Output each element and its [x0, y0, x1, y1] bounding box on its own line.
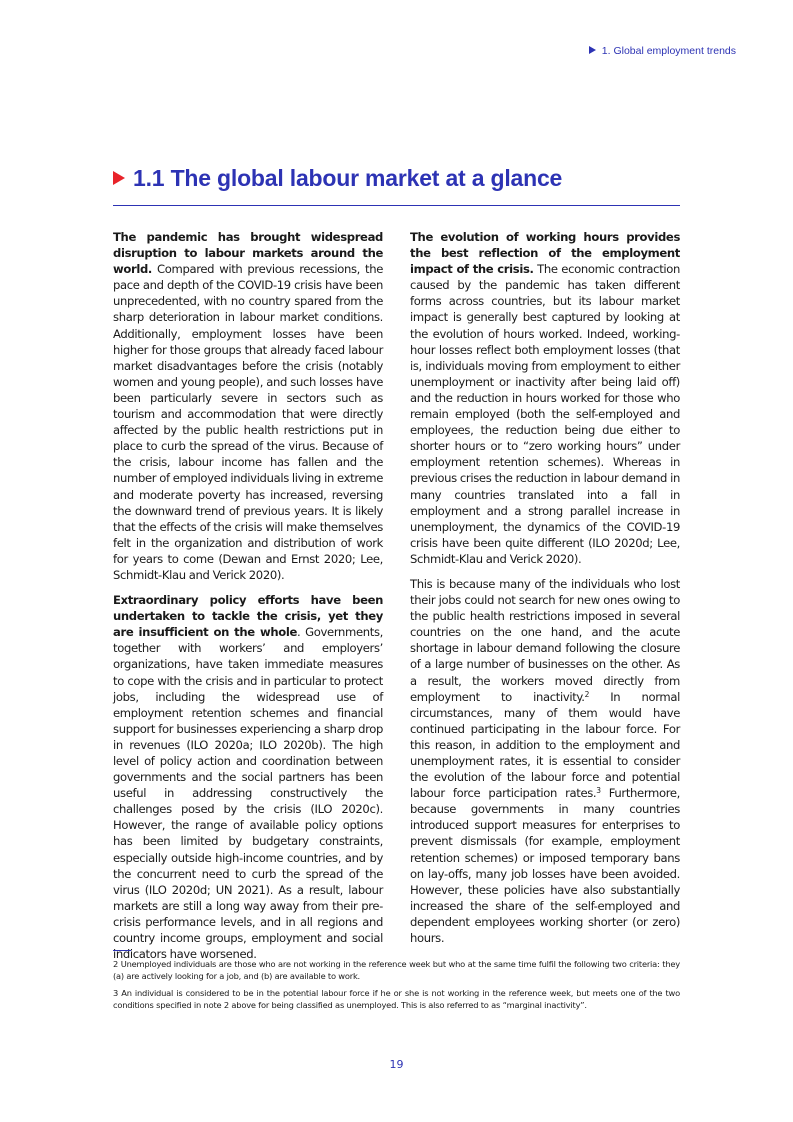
running-head-text: 1. Global employment trends — [601, 45, 736, 57]
footnote: 2 Unemployed individuals are those who are not working in the reference week but who at the same time fulfil the following two criteria: they (a) are actively looking for a job, and (b) are available to work. — [113, 959, 680, 981]
paragraph-body: In normal circumstances, many of them would have continued participating in the labour force. For this reason, in addition to the employment and unemployment rates, it is essential to consider the evolution of the labour force and potential labour force participation rates. — [410, 689, 680, 801]
paragraph — [113, 592, 383, 962]
page-number: 19 — [389, 1058, 404, 1071]
paragraph-body: . Governments, together with workers’ and employers’ organizations, have taken immediate measures to cope with the crisis and in particular to protect jobs, including the widespread use of employment retention schemes and financial support for businesses experiencing a sharp drop in revenues (ILO 2020a; ILO 2020b). The high level of policy action and coordination between governments and the social partners has been useful in addressing constructively the challenges posed by the crisis (ILO 2020c). However, the range of available policy options has been limited by budgetary constraints, especially outside high-income countries, and by the concurrent need to curb the spread of the virus (ILO 2020d; UN 2021). As a result, labour markets are still a long way away from their pre-crisis performance levels, and in all regions and country income groups, employment and social indicators have worsened. — [113, 625, 383, 962]
footnote: 3 An individual is considered to be in the potential labour force if he or she is not working in the reference week, but meets one of the two conditions specified in note 2 above for being classified as unemployed. This is also referred to as “marginal inactivity”. — [113, 988, 680, 1010]
section-title — [113, 165, 680, 192]
title-divider — [113, 205, 680, 206]
right-column — [410, 229, 680, 955]
left-column — [113, 229, 383, 971]
paragraph — [113, 229, 383, 583]
paragraph-body: This is because many of the individuals who lost their jobs could not search for new ones owing to the public health restrictions imposed in several countries on the one hand, and the acute shortage in labour demand following the closure of a large number of businesses on the other. As a result, the workers moved directly from employment to inactivity. — [410, 576, 680, 704]
paragraph-body: The economic contraction caused by the pandemic has taken different forms across countries, but its labour market impact is generally best captured by looking at the evolution of hours worked. Indeed, working-hour losses reflect both employment losses (that is, individuals moving from employment to either unemployment or inactivity after being laid off) and the reduction in hours worked for those who remain employed (both the self-employed and employees, the reduction being due either to shorter hours or to “zero working hours” under employment retention schemes). Whereas in previous crises the reduction in labour demand in many countries translated into a fall in employment and a strong parallel increase in unemployment, the dynamics of the COVID-19 crisis have been quite different (ILO 2020d; Lee, Schmidt-Klau and Verick 2020). — [410, 262, 680, 566]
footnote-ref[interactable]: 3 — [596, 786, 601, 796]
triangle-bullet-icon — [589, 46, 596, 54]
footnote-ref[interactable]: 2 — [584, 689, 590, 699]
footnotes — [113, 958, 680, 1016]
running-head — [589, 45, 736, 57]
paragraph-lead: Extraordinary policy efforts have been undertaken to tackle the crisis, yet they are insufficient on the whole — [113, 593, 383, 640]
paragraph-lead: The pandemic has brought widespread disruption to labour markets around the world. — [113, 230, 383, 277]
paragraph-body: Furthermore, because governments in many countries introduced support measures for enterprises to prevent dismissals (for example, employment retention schemes) or imposed temporary bans on lay-offs, many job losses have been avoided. However, these policies have also substantially increased the share of the self-employed and dependent employees working shorter (or zero) hours. — [410, 786, 681, 946]
paragraph — [410, 229, 680, 567]
triangle-bullet-icon — [113, 171, 125, 185]
paragraph-lead: The evolution of working hours provides the best reflection of the employment impact of the crisis. — [410, 230, 680, 277]
paragraph — [410, 576, 680, 946]
footnote-divider — [113, 950, 131, 951]
paragraph-body: Compared with previous recessions, the pace and depth of the COVID-19 crisis have been unprecedented, with no country spared from the sharp deterioration in labour market conditions. Additionally, employment losses have been higher for those groups that already faced labour market disadvantages before the crisis (notably women and young people), and such losses have been particularly severe in sectors such as tourism and accommodation that were directly affected by the public health restrictions put in place to curb the spread of the virus. Because of the crisis, labour income has fallen and the number of employed individuals living in extreme and moderate poverty has increased, reversing the downward trend of previous years. It is likely that the effects of the crisis will make themselves felt in the organization and distribution of work for years to come (Dewan and Ernst 2020; Lee, Schmidt-Klau and Verick 2020). — [113, 262, 383, 582]
section-title-text: 1.1 The global labour market at a glance — [133, 165, 563, 191]
